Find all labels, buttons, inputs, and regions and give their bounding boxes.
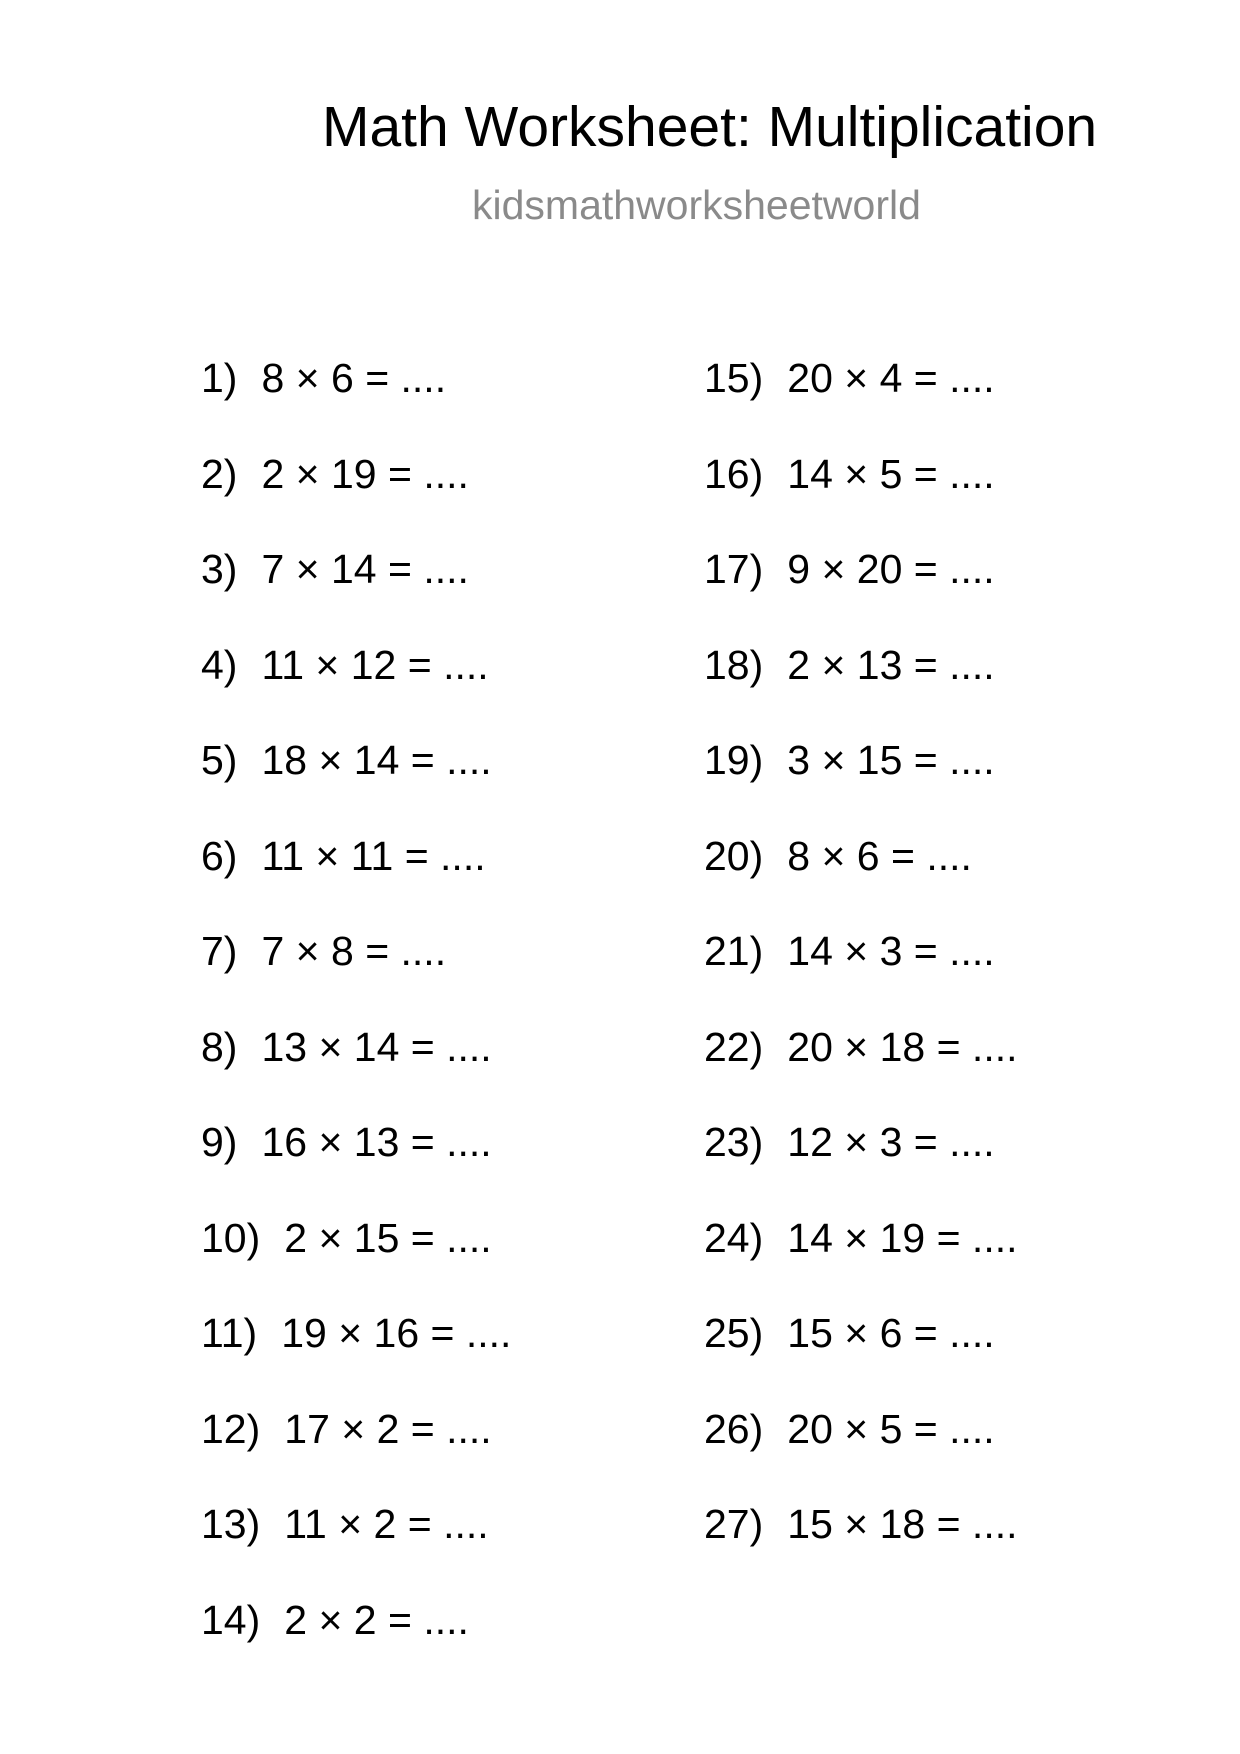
- problem-expression: 17 × 2 = ....: [284, 1405, 492, 1452]
- problem-expression: 15 × 18 = ....: [787, 1501, 1018, 1547]
- problem-expression: 14 × 5 = ....: [787, 450, 995, 497]
- problem-expression: 7 × 14 = ....: [261, 546, 469, 592]
- problem-number: 2): [201, 450, 238, 497]
- problem-item: [704, 1119, 1018, 1218]
- problem-expression: 3 × 15 = ....: [787, 737, 995, 783]
- problem-item: [201, 450, 511, 550]
- problem-number: 3): [201, 546, 238, 592]
- problem-item: [201, 1310, 512, 1409]
- problem-item: [201, 1119, 511, 1218]
- problem-number: 12): [201, 1405, 261, 1452]
- problem-item: [704, 1214, 1018, 1314]
- problem-item: [704, 1405, 1018, 1505]
- problem-number: 24): [704, 1214, 764, 1261]
- problem-expression: 14 × 3 = ....: [787, 928, 995, 974]
- problem-expression: 7 × 8 = ....: [261, 928, 447, 974]
- problem-item: [704, 832, 1018, 932]
- problem-number: 5): [201, 737, 238, 783]
- problem-number: 4): [201, 641, 238, 688]
- problem-number: 21): [704, 928, 764, 974]
- problem-expression: 18 × 14 = ....: [261, 737, 492, 783]
- problem-expression: 12 × 3 = ....: [787, 1119, 995, 1165]
- problem-item: [201, 1214, 511, 1314]
- problem-expression: 16 × 13 = ....: [261, 1119, 492, 1165]
- problem-number: 1): [201, 355, 238, 401]
- problem-number: 6): [201, 832, 238, 879]
- worksheet-subtitle: kidsmathworksheetworld: [472, 182, 921, 228]
- problem-item: [201, 1501, 511, 1600]
- problem-expression: 8 × 6 = ....: [261, 355, 447, 401]
- problem-number: 15): [704, 355, 764, 401]
- problem-item: [704, 355, 1018, 454]
- problem-item: [704, 928, 1018, 1027]
- problem-item: [704, 737, 1018, 836]
- problem-number: 8): [201, 1023, 238, 1070]
- problem-expression: 14 × 19 = ....: [787, 1214, 1018, 1261]
- problem-number: 10): [201, 1214, 261, 1261]
- problem-expression: 2 × 19 = ....: [261, 450, 469, 497]
- problem-number: 27): [704, 1501, 764, 1547]
- problem-expression: 2 × 13 = ....: [787, 641, 995, 688]
- problem-item: [201, 832, 511, 932]
- problem-expression: 8 × 6 = ....: [787, 832, 972, 879]
- problem-number: 14): [201, 1596, 261, 1643]
- problem-item: [201, 1596, 511, 1696]
- problem-number: 17): [704, 546, 764, 592]
- problem-expression: 11 × 12 = ....: [261, 641, 489, 688]
- problem-expression: 9 × 20 = ....: [787, 546, 995, 592]
- problem-number: 18): [704, 641, 764, 688]
- problem-item: [201, 737, 511, 836]
- problem-number: 25): [704, 1310, 764, 1356]
- problem-number: 11): [201, 1310, 258, 1356]
- problem-expression: 20 × 4 = ....: [787, 355, 995, 401]
- problem-item: [704, 1501, 1018, 1600]
- problem-expression: 13 × 14 = ....: [261, 1023, 492, 1070]
- problem-number: 23): [704, 1119, 764, 1165]
- worksheet-title: Math Worksheet: Multiplication: [322, 95, 1098, 159]
- problem-item: [704, 641, 1018, 741]
- problem-expression: 20 × 5 = ....: [787, 1405, 995, 1452]
- problem-item: [201, 546, 511, 645]
- problem-item: [201, 1023, 511, 1123]
- problem-item: [201, 355, 511, 454]
- problem-expression: 19 × 16 = ....: [281, 1310, 512, 1356]
- problem-item: [704, 546, 1018, 645]
- problem-item: [201, 928, 511, 1027]
- problem-expression: 2 × 2 = ....: [284, 1596, 469, 1643]
- problem-expression: 20 × 18 = ....: [787, 1023, 1018, 1070]
- problem-column-right: [704, 355, 1018, 1600]
- problem-column-left: [201, 355, 512, 1695]
- problem-number: 13): [201, 1501, 261, 1547]
- problem-expression: 15 × 6 = ....: [787, 1310, 995, 1356]
- problem-expression: 11 × 11 = ....: [261, 832, 486, 879]
- problem-expression: 11 × 2 = ....: [284, 1501, 489, 1547]
- problem-number: 20): [704, 832, 764, 879]
- problem-number: 16): [704, 450, 764, 497]
- problem-number: 9): [201, 1119, 238, 1165]
- problem-item: [704, 1310, 1018, 1409]
- problem-item: [201, 641, 511, 741]
- problem-expression: 2 × 15 = ....: [284, 1214, 492, 1261]
- problem-number: 26): [704, 1405, 764, 1452]
- problem-item: [201, 1405, 511, 1505]
- problem-number: 19): [704, 737, 764, 783]
- problem-number: 7): [201, 928, 238, 974]
- problem-item: [704, 1023, 1018, 1123]
- problem-number: 22): [704, 1023, 764, 1070]
- problem-item: [704, 450, 1018, 550]
